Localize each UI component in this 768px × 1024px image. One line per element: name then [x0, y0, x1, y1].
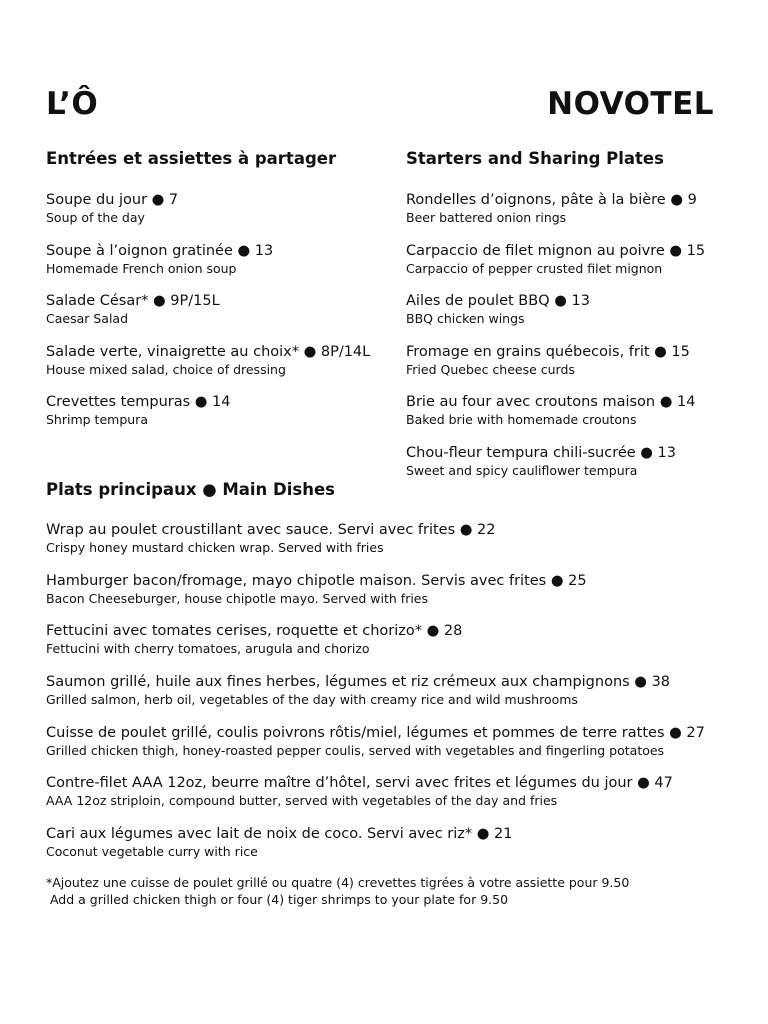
menu-item-name: Brie au four avec croutons maison ● 14 — [406, 394, 696, 410]
menu-item-desc: Coconut vegetable curry with rice — [46, 844, 258, 860]
menu-item-name: Chou-fleur tempura chili-sucrée ● 13 — [406, 444, 677, 461]
menu-item-desc: Soup of the day — [46, 210, 145, 225]
menu-item-desc: House mixed salad, choice of dressing — [46, 361, 286, 377]
menu-item — [46, 621, 736, 672]
menu-item-desc: Caesar Salad — [46, 311, 129, 326]
menu-item — [406, 342, 762, 393]
menu-item-name: Ailes de poulet BBQ ● 13 — [406, 293, 590, 309]
menu-item-name: Cuisse de poulet grillé, coulis poivrons rôtis/miel, légumes et pommes de terre rattes ● 27 — [46, 724, 705, 741]
menu-item-name: Salade verte, vinaigrette au choix* ● 8P/14L — [46, 343, 371, 360]
menu-item-desc: Carpaccio of pepper crusted filet mignon — [406, 260, 663, 276]
footnote-fr: *Ajoutez une cuisse de poulet grillé ou quatre (4) crevettes tigrées à votre assiette pour 9.50 — [46, 875, 630, 890]
menu-item — [406, 190, 762, 241]
hotel-name: NOVOTEL — [547, 86, 714, 122]
menu-item-name: Cari aux légumes avec lait de noix de coco. Servi avec riz* ● 21 — [46, 826, 513, 843]
menu-item-desc: Beer battered onion rings — [406, 210, 567, 225]
menu-item-desc: Homemade French onion soup — [46, 260, 237, 276]
menu-item — [46, 190, 402, 241]
menu-item-desc: Shrimp tempura — [46, 412, 148, 427]
menu-item-desc: Baked brie with homemade croutons — [406, 412, 637, 427]
menu-item — [46, 723, 736, 774]
menu-item-name: Soupe du jour ● 7 — [46, 192, 179, 208]
menu-item — [46, 672, 736, 723]
menu-item-name: Rondelles d’oignons, pâte à la bière ● 9 — [406, 192, 697, 208]
footnote-en: Add a grilled chicken thigh or four (4) tiger shrimps to your plate for 9.50 — [46, 892, 509, 907]
menu-item — [406, 443, 762, 494]
section-title-starters-en: Starters and Sharing Plates — [406, 149, 664, 168]
restaurant-name: L’Ô — [46, 86, 99, 122]
menu-item-name: Saumon grillé, huile aux fines herbes, légumes et riz crémeux aux champignons ● 38 — [46, 674, 671, 691]
menu-item — [46, 824, 736, 875]
menu-item-desc: BBQ chicken wings — [406, 311, 525, 326]
menu-item-name: Crevettes tempuras ● 14 — [46, 394, 231, 410]
menu-item-name: Carpaccio de filet mignon au poivre ● 15 — [406, 242, 706, 259]
menu-item-desc: Bacon Cheeseburger, house chipotle mayo. Served with fries — [46, 590, 429, 606]
starters-right-column — [406, 190, 762, 493]
menu-item-name: Hamburger bacon/fromage, mayo chipotle maison. Servis avec frites ● 25 — [46, 572, 587, 589]
menu-item-desc: Fried Quebec cheese curds — [406, 361, 575, 377]
menu-item-name: Wrap au poulet croustillant avec sauce. Servi avec frites ● 22 — [46, 522, 496, 538]
menu-item — [46, 773, 736, 824]
section-title-starters-fr: Entrées et assiettes à partager — [46, 149, 337, 168]
menu-item-desc: AAA 12oz striploin, compound butter, served with vegetables of the day and fries — [46, 793, 558, 809]
footnote — [46, 874, 736, 908]
section-title-mains: Plats principaux ● Main Dishes — [46, 480, 335, 499]
menu-item — [46, 520, 736, 571]
menu-item-desc: Crispy honey mustard chicken wrap. Served with fries — [46, 540, 384, 555]
menu-item — [46, 571, 736, 622]
menu-item — [406, 392, 762, 443]
menu-item-name: Fromage en grains québecois, frit ● 15 — [406, 343, 690, 360]
menu-item-name: Fettucini avec tomates cerises, roquette et chorizo* ● 28 — [46, 623, 463, 640]
menu-item-name: Soupe à l’oignon gratinée ● 13 — [46, 242, 274, 259]
menu-item — [46, 392, 402, 443]
menu-item — [406, 291, 762, 342]
menu-item-desc: Grilled chicken thigh, honey-roasted pepper coulis, served with vegetables and fingerling potatoes — [46, 742, 665, 758]
menu-item — [46, 342, 402, 393]
mains-list — [46, 520, 736, 875]
menu-item — [46, 241, 402, 292]
starters-left-column — [46, 190, 402, 443]
menu-item-name: Salade César* ● 9P/15L — [46, 293, 220, 309]
menu-item-desc: Fettucini with cherry tomatoes, arugula and chorizo — [46, 641, 370, 657]
menu-item-name: Contre-filet AAA 12oz, beurre maître d’hôtel, servi avec frites et légumes du jour ● 47 — [46, 775, 673, 792]
menu-item — [46, 291, 402, 342]
menu-item — [406, 241, 762, 292]
menu-item-desc: Sweet and spicy cauliflower tempura — [406, 462, 638, 478]
menu-item-desc: Grilled salmon, herb oil, vegetables of the day with creamy rice and wild mushrooms — [46, 692, 578, 708]
